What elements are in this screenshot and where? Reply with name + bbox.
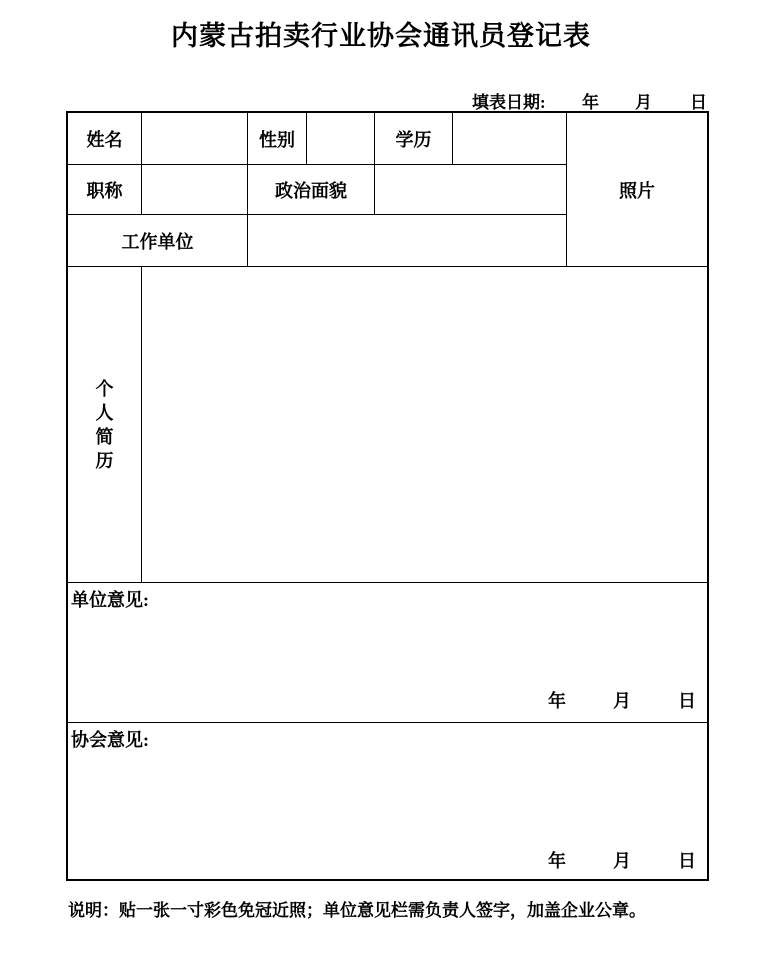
work-unit-label-cell: 工作单位 bbox=[68, 215, 248, 267]
name-label-cell: 姓名 bbox=[68, 113, 142, 165]
form-note: 说明：贴一张一寸彩色免冠近照；单位意见栏需负责人签字，加盖企业公章。 bbox=[68, 901, 646, 920]
form-table bbox=[66, 111, 709, 881]
fill-date-year-label: 年 bbox=[582, 93, 599, 112]
education-input-cell[interactable] bbox=[453, 113, 567, 165]
resume-input-cell[interactable] bbox=[142, 267, 707, 583]
association-opinion-cell[interactable] bbox=[68, 723, 707, 879]
job-title-input-cell[interactable] bbox=[142, 165, 248, 215]
unit-opinion-year-label: 年 bbox=[548, 691, 566, 711]
form-title: 内蒙古拍卖行业协会通讯员登记表 bbox=[171, 21, 591, 51]
unit-opinion-label: 单位意见: bbox=[71, 590, 149, 610]
name-input-cell[interactable] bbox=[142, 113, 248, 165]
unit-opinion-day-label: 日 bbox=[678, 691, 696, 711]
association-opinion-day-label: 日 bbox=[678, 851, 696, 871]
work-unit-input-cell[interactable] bbox=[248, 215, 567, 267]
association-opinion-month-label: 月 bbox=[613, 851, 631, 871]
association-opinion-label: 协会意见: bbox=[71, 730, 149, 750]
fill-date-day-label: 日 bbox=[690, 93, 707, 112]
resume-label-text: 个人简历 bbox=[95, 378, 114, 471]
resume-label-cell bbox=[68, 267, 142, 583]
political-status-input-cell[interactable] bbox=[375, 165, 567, 215]
gender-input-cell[interactable] bbox=[307, 113, 375, 165]
fill-date-label: 填表日期: bbox=[472, 93, 546, 112]
photo-placeholder-cell[interactable]: 照片 bbox=[567, 113, 707, 267]
gender-label-cell: 性别 bbox=[248, 113, 307, 165]
unit-opinion-cell[interactable] bbox=[68, 583, 707, 723]
education-label-cell: 学历 bbox=[375, 113, 453, 165]
job-title-label-cell: 职称 bbox=[68, 165, 142, 215]
unit-opinion-month-label: 月 bbox=[613, 691, 631, 711]
political-status-label-cell: 政治面貌 bbox=[248, 165, 375, 215]
association-opinion-year-label: 年 bbox=[548, 851, 566, 871]
fill-date-row bbox=[0, 88, 762, 112]
fill-date-month-label: 月 bbox=[635, 93, 652, 112]
